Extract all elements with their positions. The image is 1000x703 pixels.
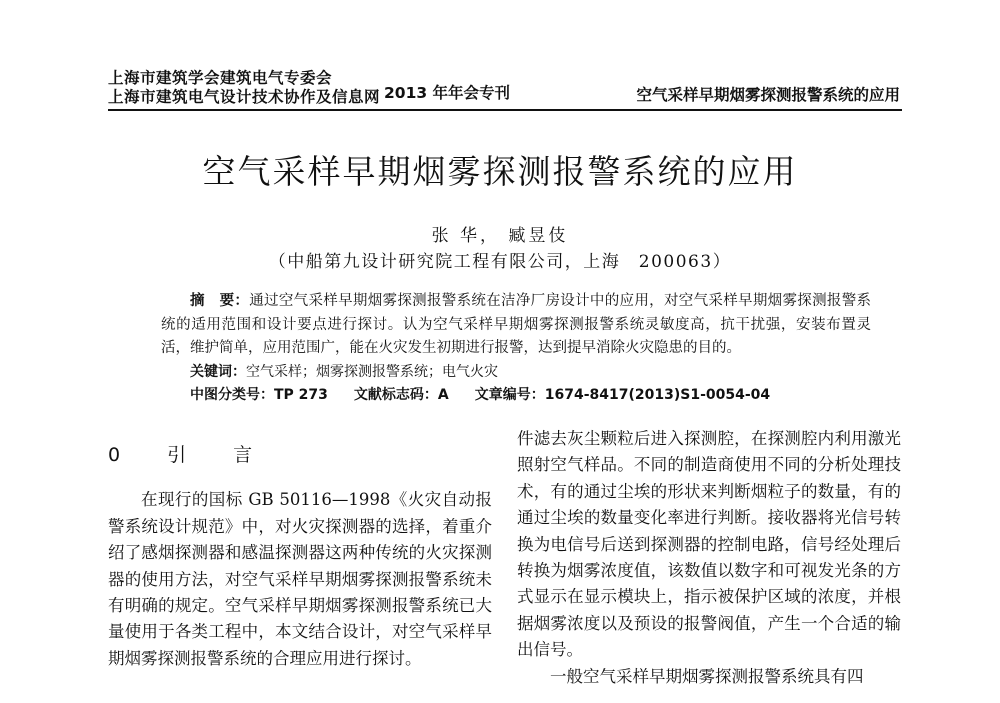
body-paragraph: 在现行的国标 GB 50116—1998《火灾自动报警系统设计规范》中，对火灾探测器的选择，着重介绍了感烟探测器和感温探测器这两种传统的火灾探测器的使用方法，对空气采样早期烟雾探测报警系统未有明确的规定。空气采样早期烟雾探测报警系统已大量使用于各类工程中，本文结合设计，对空气采样早期烟雾探测报警系统的合理应用进行探讨。 [108,490,492,668]
abstract-text: 通过空气采样早期烟雾探测报警系统在洁净厂房设计中的应用，对空气采样早期烟雾探测报警系统的适用范围和设计要点进行探讨。认为空气采样早期烟雾探测报警系统灵敏度高，抗干扰强，安装布置灵活，维护简单，应用范围广，能在火灾发生初期进行报警，达到提早消除火灾隐患的目的。 [161,293,872,356]
article-number-value: 1674-8417(2013)S1-0054-04 [544,387,771,403]
keywords-text: 空气采样；烟雾探测报警系统；电气火灾 [246,363,498,380]
classification-line [190,384,871,408]
keywords-label: 关键词： [190,363,246,380]
org-line-2: 上海市建筑电气设计技术协作及信息网 [108,88,381,106]
running-title: 空气采样早期烟雾探测报警系统的应用 [636,86,900,104]
journal-organization [108,69,380,107]
body-column-right [517,426,901,690]
header-rule [108,109,902,111]
abstract-paragraph [161,290,871,361]
doc-code-value: A [437,387,449,403]
affiliation: （中船第九设计研究院工程有限公司，上海 200063） [268,252,732,272]
body-paragraph: 一般空气采样早期烟雾探测报警系统具有四 [550,666,864,686]
org-line-1: 上海市建筑学会建筑电气专委会 [108,69,333,87]
abstract-block [161,290,871,408]
doc-code-label: 文献标志码： [353,387,438,403]
body-column-left [108,442,492,672]
paper-title: 空气采样早期烟雾探测报警系统的应用 [202,152,798,191]
special-issue-label: 2013 年年会专刊 [384,84,511,102]
keywords-line [190,361,871,385]
abstract-label: 摘 要： [190,293,250,309]
authors: 张 华， 臧昱伎 [431,226,569,246]
section-heading: 0 引 言 [108,444,267,466]
clc-value: TP 273 [274,387,328,403]
clc-label: 中图分类号： [190,387,274,403]
body-paragraph-continued: 件滤去灰尘颗粒后进入探测腔，在探测腔内利用激光照射空气样品。不同的制造商使用不同的分析处理技术，有的通过尘埃的形状来判断烟粒子的数量，有的通过尘埃的数量变化率进行判断。接收器将光信号转换为电信号后送到探测器的控制电路，信号经处理后转换为烟雾浓度值，该数值以数字和可视发光条的方式显示在显示模块上，指示被保护区域的浓度，并根据烟雾浓度以及预设的报警阀值，产生一个合适的输出信号。 [517,429,901,660]
article-number-label: 文章编号： [474,387,545,403]
